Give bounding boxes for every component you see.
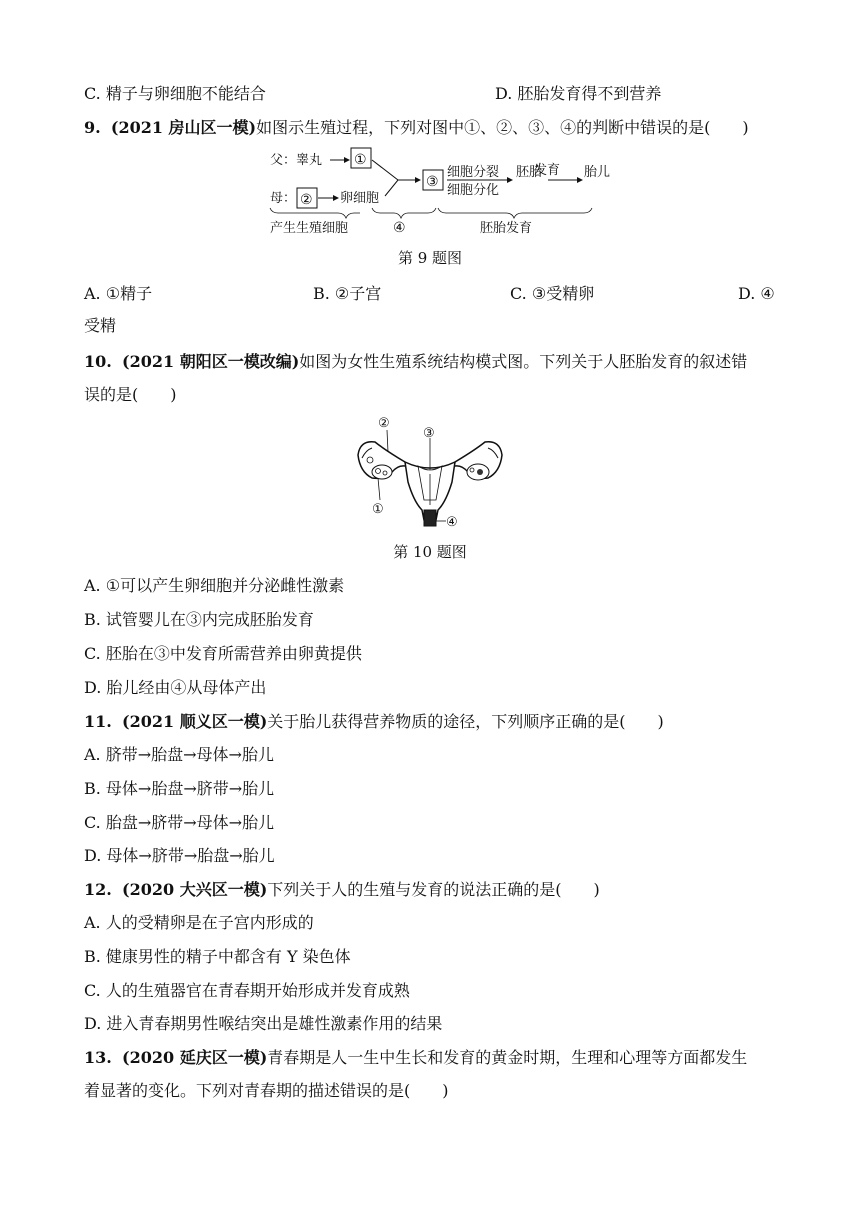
q10-stem-line-2: 误的是( ): [84, 385, 177, 404]
question-number: 11.: [84, 712, 112, 731]
q9-option-c: C. ③受精卵: [510, 284, 595, 303]
q10-option-a: A. ①可以产生卵细胞并分泌雌性激素: [84, 576, 345, 595]
development-label: 发育: [534, 163, 561, 178]
q12-option-b: B. 健康男性的精子中都含有 Y 染色体: [84, 947, 351, 966]
label-2: ②: [378, 416, 390, 431]
q12-stem: [84, 880, 600, 900]
question-number: 13.: [84, 1048, 112, 1067]
egg-cell-label: 卵细胞: [340, 191, 380, 206]
label-4: ④: [446, 515, 458, 530]
label-1: ①: [372, 502, 384, 517]
question-source: (2021 朝阳区一模改编): [122, 352, 300, 371]
q10-stem: [84, 352, 747, 372]
female-reproductive-system-diagram: [0, 410, 860, 540]
q8-option-c: C. 精子与卵细胞不能结合: [84, 84, 266, 103]
question-text: 关于胎儿获得营养物质的途径，下列顺序正确的是( ): [267, 712, 664, 731]
q9-option-a: A. ①精子: [84, 284, 153, 303]
cell-differentiation-label: 细胞分化: [447, 183, 500, 198]
q10-figure-caption: 第 10 题图: [393, 543, 467, 561]
q11-stem: [84, 712, 664, 732]
q10-option-d: D. 胎儿经由④从母体产出: [84, 678, 267, 697]
q11-option-c: C. 胎盘→脐带→母体→胎儿: [84, 813, 275, 832]
question-number: 9.: [84, 118, 101, 137]
question-text: 如图为女性生殖系统结构模式图。下列关于人胚胎发育的叙述错: [299, 352, 748, 371]
father-label: 父：睾丸: [270, 153, 323, 168]
q9-option-d-continued: 受精: [84, 316, 117, 335]
q9-option-b: B. ②子宫: [313, 284, 382, 303]
circle-2-label: ②: [300, 192, 313, 208]
q13-stem: [84, 1048, 747, 1068]
embryo-development-label: 胚胎发育: [480, 221, 533, 236]
q9-figure-caption: 第 9 题图: [397, 249, 463, 267]
embryo-label: 胚胎: [516, 165, 543, 180]
q10-option-b: B. 试管婴儿在③内完成胚胎发育: [84, 610, 314, 629]
q12-option-d: D. 进入青春期男性喉结突出是雄性激素作用的结果: [84, 1014, 443, 1033]
circle-3-label: ③: [426, 174, 439, 190]
question-source: (2021 房山区一模): [110, 118, 257, 137]
q9-reproduction-diagram: [0, 142, 860, 242]
q11-option-b: B. 母体→胎盘→脐带→胎儿: [84, 779, 275, 798]
circle-4-label: ④: [393, 220, 406, 236]
q11-option-a: A. 脐带→胎盘→母体→胎儿: [84, 745, 274, 764]
q11-option-d: D. 母体→脐带→胎盘→胎儿: [84, 846, 275, 865]
mother-label: 母：: [270, 191, 297, 206]
question-number: 10.: [84, 352, 112, 371]
circle-1-label: ①: [354, 152, 367, 168]
question-text: 下列关于人的生殖与发育的说法正确的是( ): [267, 880, 600, 899]
question-source: (2020 延庆区一模): [122, 1048, 268, 1067]
q10-option-c: C. 胚胎在③中发育所需营养由卵黄提供: [84, 644, 362, 663]
question-text: 青春期是人一生中生长和发育的黄金时期，生理和心理等方面都发生: [267, 1048, 748, 1067]
q13-stem-line-2: 着显著的变化。下列对青春期的描述错误的是( ): [84, 1081, 449, 1100]
label-3: ③: [423, 426, 435, 441]
q12-option-a: A. 人的受精卵是在子宫内形成的: [84, 913, 314, 932]
q8-option-d: D. 胚胎发育得不到营养: [495, 84, 662, 103]
question-source: (2020 大兴区一模): [122, 880, 268, 899]
fetus-label: 胎儿: [584, 165, 611, 180]
question-text: 如图示生殖过程，下列对图中①、②、③、④的判断中错误的是( ): [256, 118, 749, 137]
q9-option-d: D. ④: [738, 284, 775, 303]
question-source: (2021 顺义区一模): [122, 712, 268, 731]
q12-option-c: C. 人的生殖器官在青春期开始形成并发育成熟: [84, 981, 410, 1000]
question-number: 12.: [84, 880, 112, 899]
produce-germ-cells-label: 产生生殖细胞: [270, 221, 349, 236]
q9-stem: [84, 118, 749, 138]
cell-division-label: 细胞分裂: [447, 165, 500, 180]
